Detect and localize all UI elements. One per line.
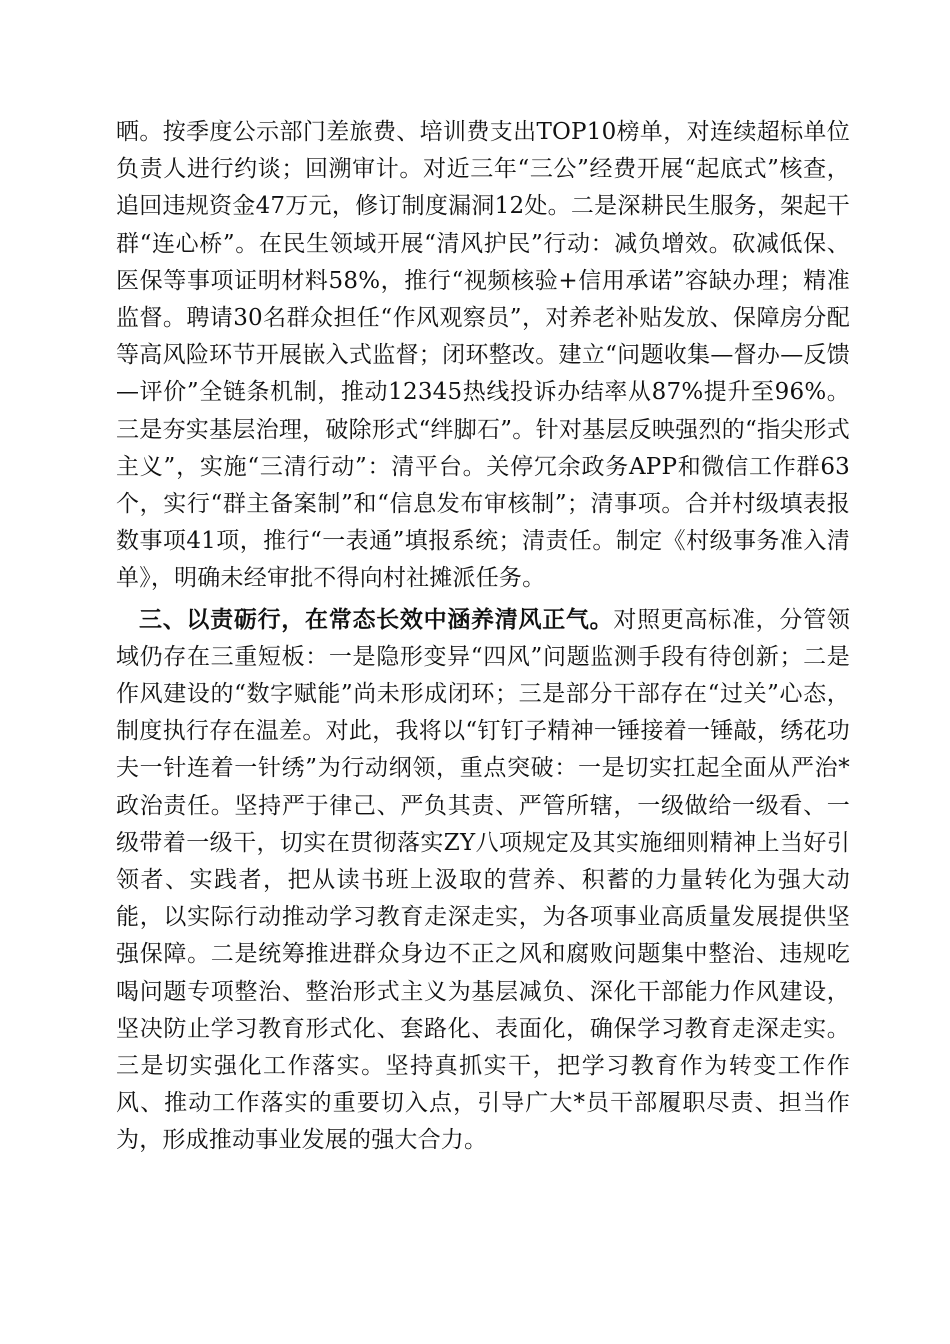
paragraph-text: 对照更高标准，分管领域仍存在三重短板：一是隐形变异“四风”问题监测手段有待创新；二是作风建设的“数字赋能”尚未形成闭环；三是部分干部存在“过关”心态，制度执行存在温差。对此，我将以“钉钉子精神一锤接着一锤敲，绣花功夫一针连着一针绣”为行动纲领，重点突破：一是切实扛起全面从严治*政治责任。坚持严于律己、严负其责、严管所辖，一级做给一级看、一级带着一级干，切实在贯彻落实ZY八项规定及其实施细则精神上当好引领者、实践者，把从读书班上汲取的营养、积蓄的力量转化为强大动能，以实际行动推动学习教育走深走实，为各项事业高质量发展提供坚强保障。二是统筹推进群众身边不正之风和腐败问题集中整治、违规吃喝问题专项整治、整治形式主义为基层减负、深化干部能力作风建设，坚决防止学习教育形式化、套路化、表面化，确保学习教育走深走实。三是切实强化工作落实。坚持真抓实干，把学习教育作为转变工作作风、推动工作落实的重要切入点，引导广大*员干部履职尽责、担当作为，形成推动事业发展的强大合力。 [116,606,851,1154]
section-heading: 三、以责砺行，在常态长效中涵养清风正气。 [139,605,614,633]
document-page [116,114,850,1160]
body-paragraph-continued [116,114,850,598]
paragraph-text: 晒。按季度公示部门差旅费、培训费支出TOP10榜单，对连续超标单位负责人进行约谈；回溯审计。对近三年“三公”经费开展“起底式”核查，追回违规资金47万元，修订制度漏洞12处。二是深耕民生服务，架起干群“连心桥”。在民生领域开展“清风护民”行动：减负增效。砍减低保、医保等事项证明材料58%，推行“视频核验+信用承诺”容缺办理；精准监督。聘请30名群众担任“作风观察员”，对养老补贴发放、保障房分配等高风险环节开展嵌入式监督；闭环整改。建立“问题收集—督办—反馈—评价”全链条机制，推动12345热线投诉办结率从87%提升至96%。三是夯实基层治理，破除形式“绊脚石”。针对基层反映强烈的“指尖形式主义”，实施“三清行动”：清平台。关停冗余政务APP和微信工作群63个，实行“群主备案制”和“信息发布审核制”；清事项。合并村级填表报数事项41项，推行“一表通”填报系统；清责任。制定《村级事务准入清单》，明确未经审批不得向村社摊派任务。 [116,119,850,592]
section-three-paragraph [116,601,850,1160]
